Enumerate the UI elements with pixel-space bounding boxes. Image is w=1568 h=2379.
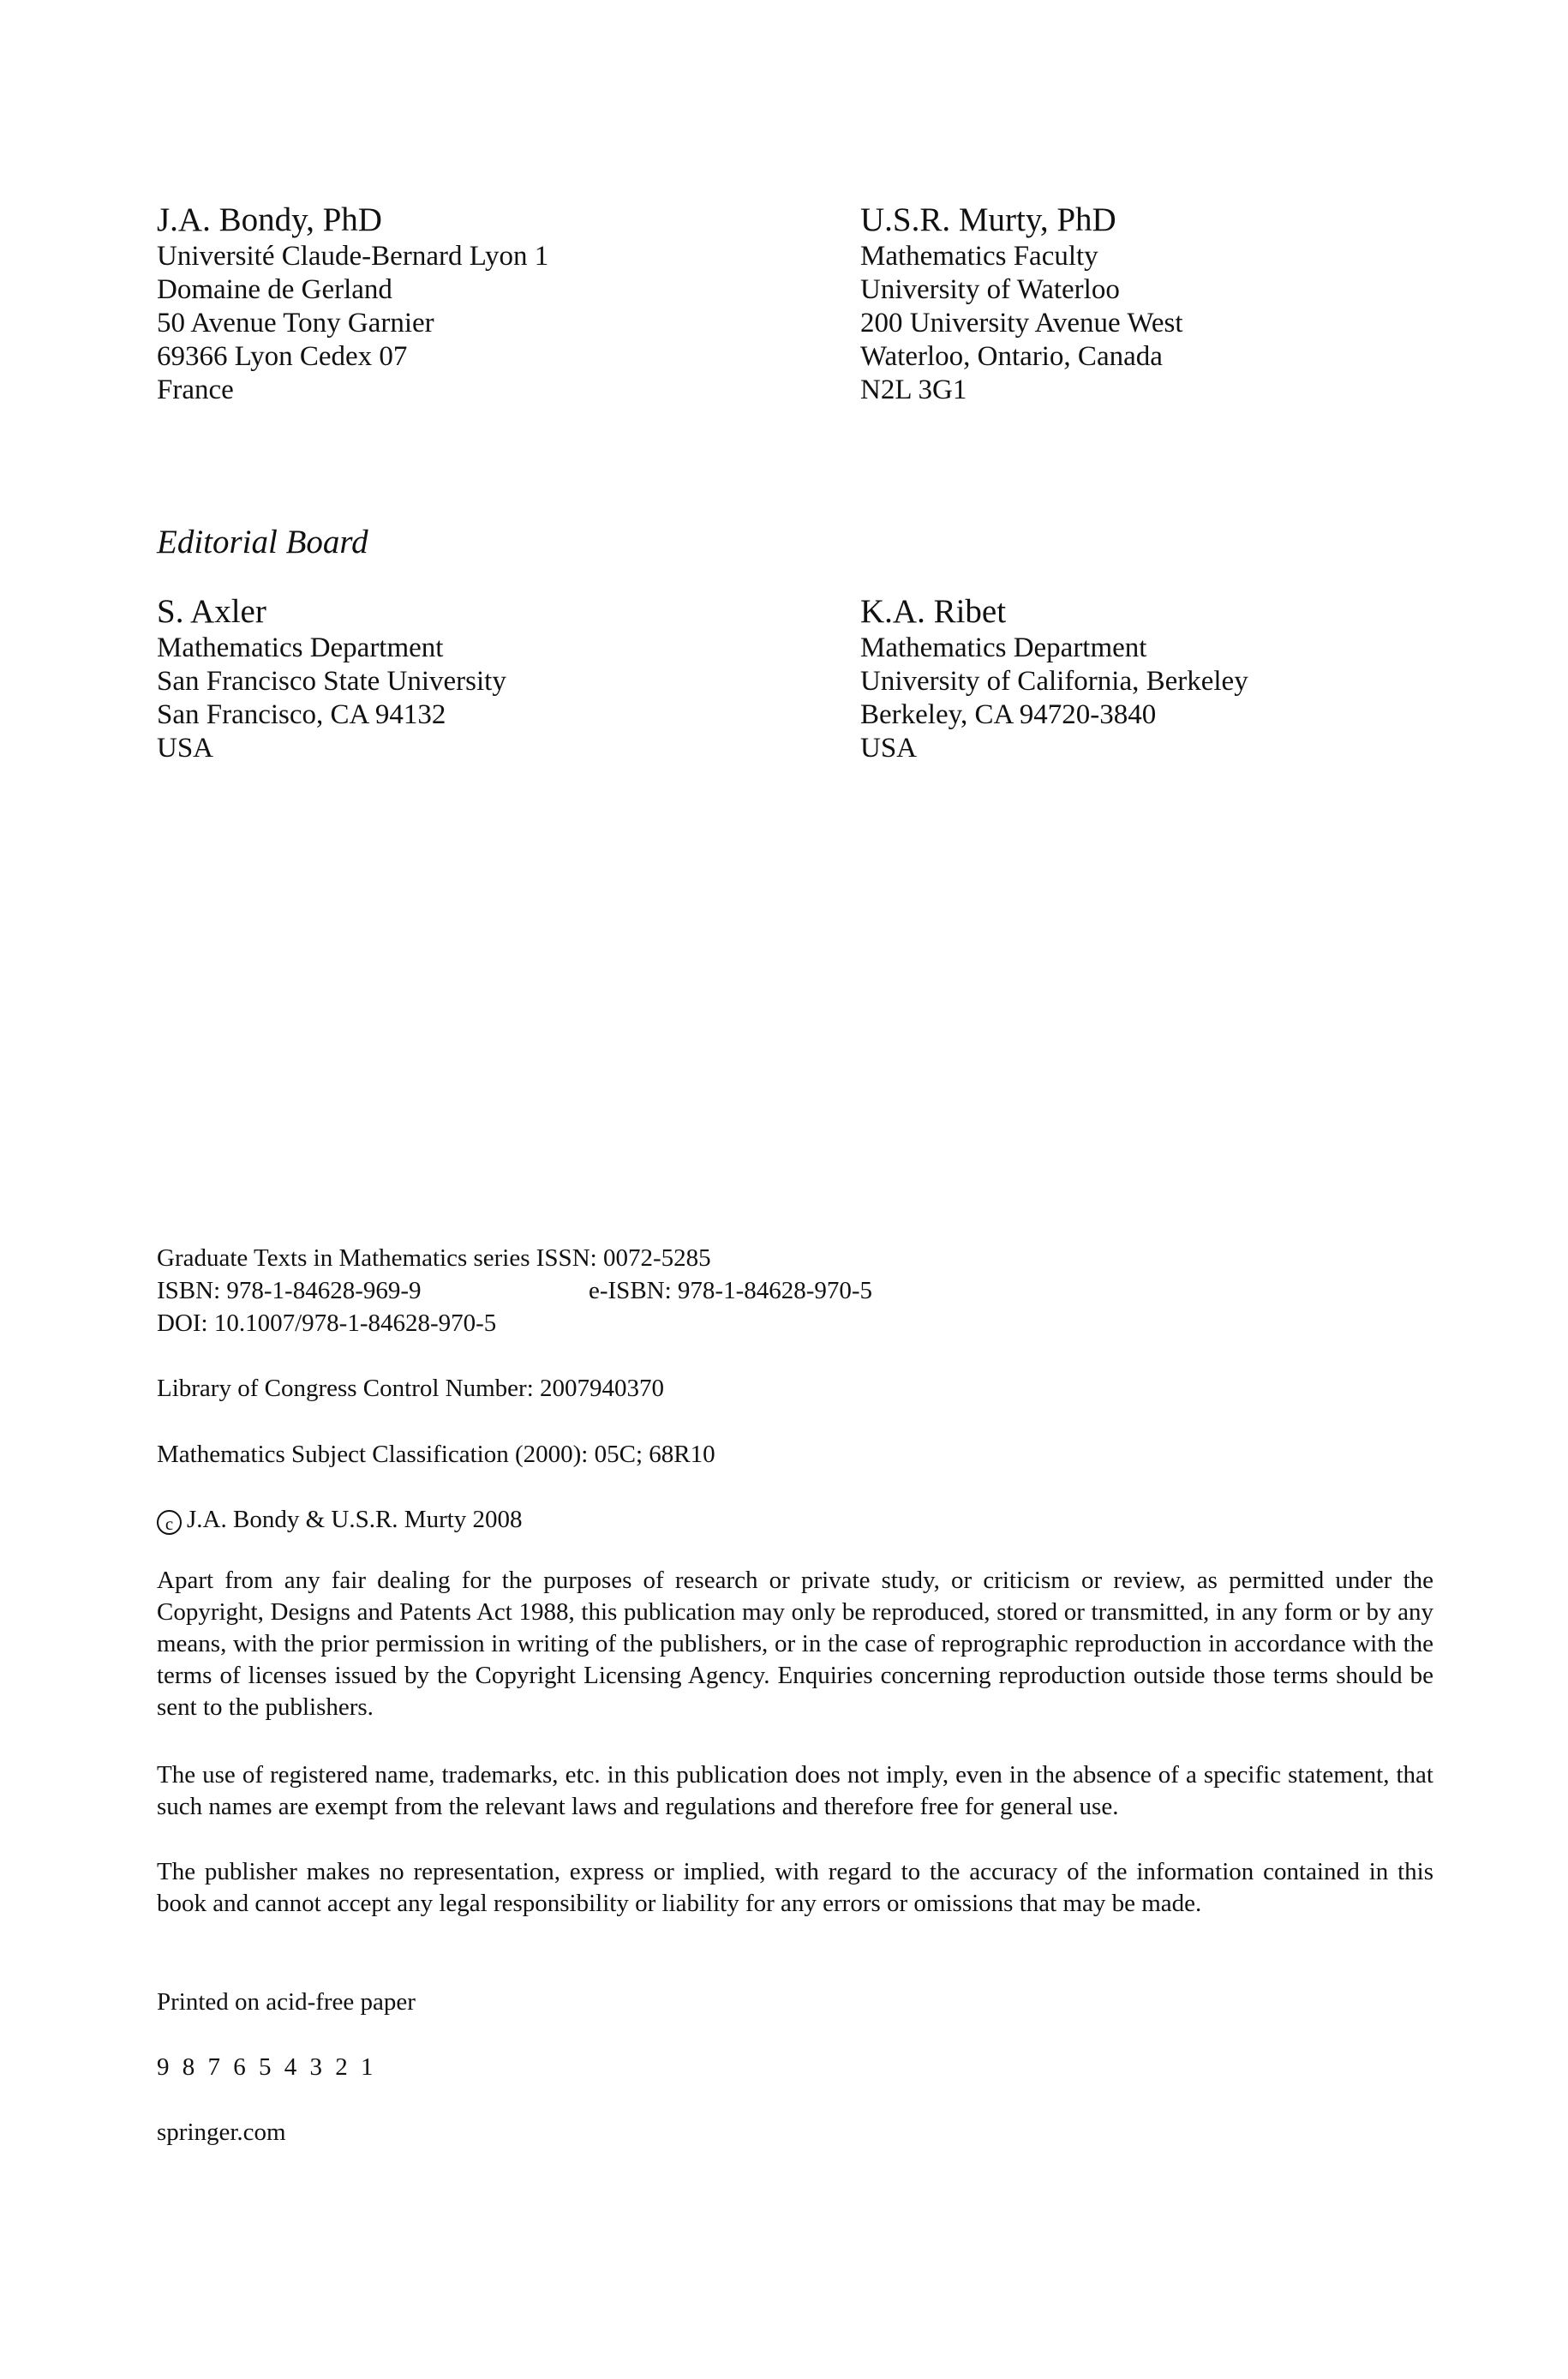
address-line: Mathematics Faculty — [860, 241, 1098, 272]
board-member-axler — [157, 592, 757, 765]
address-line: San Francisco, CA 94132 — [157, 699, 446, 730]
copyright-text: J.A. Bondy & U.S.R. Murty 2008 — [187, 1506, 523, 1533]
fair-dealing-paragraph: Apart from any fair dealing for the purposes of research or private study, or criticism or review, as permitted under the Copyright, Designs and Patents Act 1988, this publication may only be reproduced, stored or transmitted, in any form or by any means, with the prior permission in writing of the publishers, or in the case of reprographic reproduction in accordance with the terms of licenses issued by the Copyright Licensing Agency. Enquiries concerning reproduction outside those terms should be sent to the publishers. — [157, 1567, 1433, 1721]
trademarks-paragraph: The use of registered name, trademarks, etc. in this publication does not imply, even in the absence of a specific statement, that such names are exempt from the relevant laws and regulations and therefore free for general use. — [157, 1761, 1433, 1820]
address-line: Mathematics Department — [860, 632, 1147, 663]
author-murty — [860, 201, 1460, 407]
disclaimer-paragraph: The publisher makes no representation, express or implied, with regard to the accuracy of the information contained in this book and cannot accept any legal responsibility or liability for any errors or omissions that may be made. — [157, 1858, 1433, 1917]
address-line: Berkeley, CA 94720-3840 — [860, 699, 1157, 730]
address-line: Université Claude-Bernard Lyon 1 — [157, 241, 549, 272]
member-name: S. Axler — [157, 593, 266, 630]
board-member-ribet — [860, 592, 1460, 765]
address-line: 50 Avenue Tony Garnier — [157, 308, 434, 339]
address-line: USA — [157, 733, 214, 764]
member-name: K.A. Ribet — [860, 593, 1007, 630]
isbn: ISBN: 978-1-84628-969-9 — [157, 1277, 422, 1304]
address-line: San Francisco State University — [157, 666, 506, 697]
address-line: Domaine de Gerland — [157, 274, 392, 305]
address-line: France — [157, 375, 234, 405]
publisher-website: springer.com — [157, 2118, 286, 2146]
author-bondy — [157, 201, 757, 407]
acid-free-paper-note: Printed on acid-free paper — [157, 1988, 416, 2016]
e-isbn: e-ISBN: 978-1-84628-970-5 — [589, 1277, 873, 1304]
editorial-board-heading: Editorial Board — [157, 524, 368, 560]
address-line: Waterloo, Ontario, Canada — [860, 341, 1163, 372]
doi: DOI: 10.1007/978-1-84628-970-5 — [157, 1309, 497, 1337]
author-name: J.A. Bondy, PhD — [157, 201, 382, 238]
library-of-congress-number: Library of Congress Control Number: 2007940370 — [157, 1375, 665, 1402]
copyright-icon: c — [157, 1510, 182, 1535]
printing-line: 9 8 7 6 5 4 3 2 1 — [157, 2053, 374, 2081]
address-line: 69366 Lyon Cedex 07 — [157, 341, 408, 372]
address-line: University of Waterloo — [860, 274, 1120, 305]
address-line: USA — [860, 733, 918, 764]
author-name: U.S.R. Murty, PhD — [860, 201, 1116, 238]
subject-classification: Mathematics Subject Classification (2000): 05C; 68R10 — [157, 1441, 715, 1468]
copyright-line — [157, 1504, 523, 1536]
address-line: University of California, Berkeley — [860, 666, 1248, 697]
address-line: 200 University Avenue West — [860, 308, 1183, 339]
series-issn: Graduate Texts in Mathematics series ISSN: 0072-5285 — [157, 1244, 711, 1272]
address-line: N2L 3G1 — [860, 375, 967, 405]
address-line: Mathematics Department — [157, 632, 444, 663]
